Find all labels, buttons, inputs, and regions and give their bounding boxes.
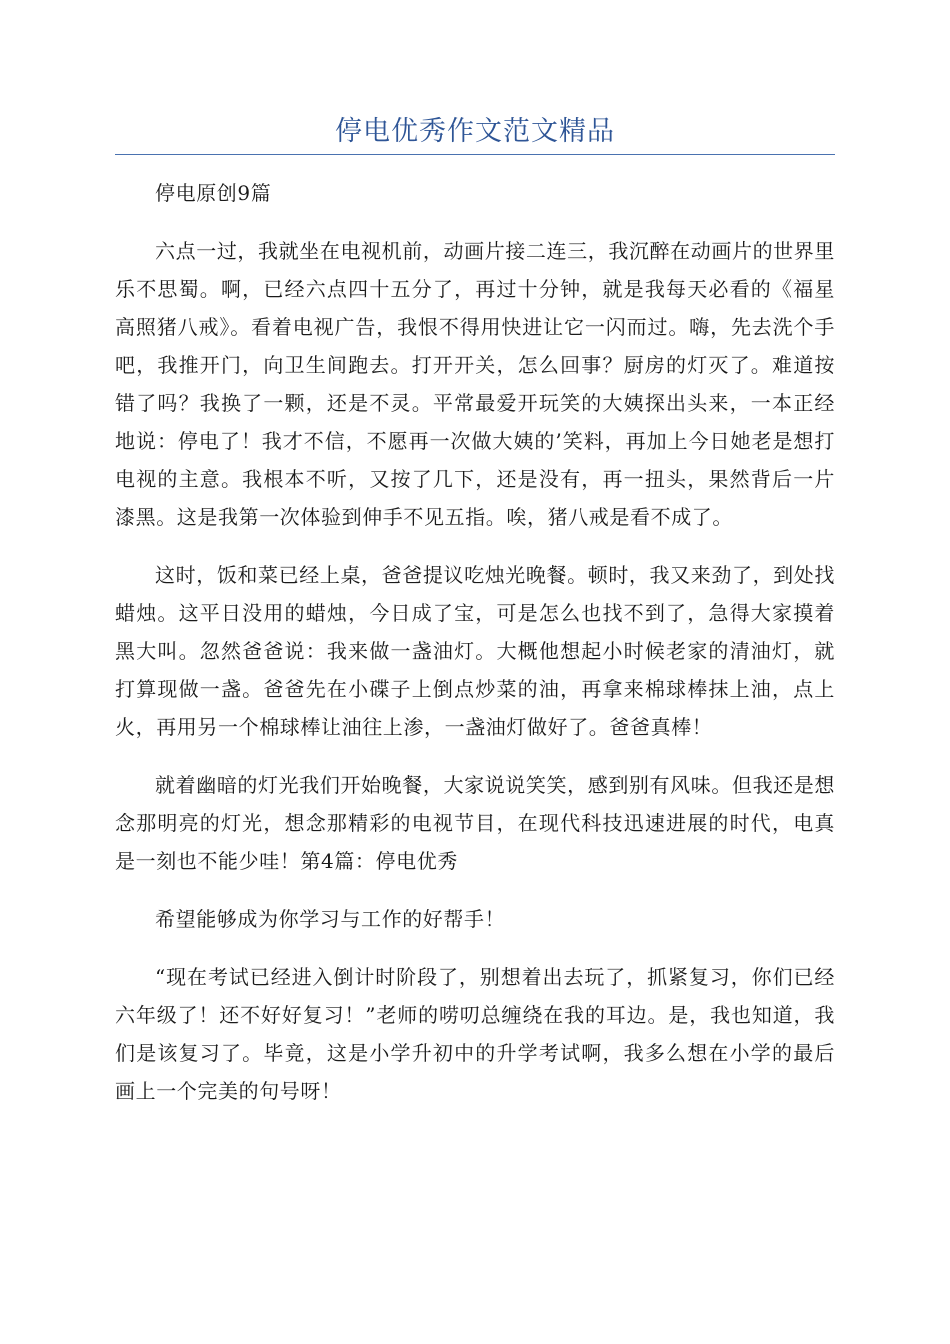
body-paragraph: 这时，饭和菜已经上桌，爸爸提议吃烛光晚餐。顿时，我又来劲了，到处找蜡烛。这平日没用的蜡烛，今日成了宝，可是怎么也找不到了，急得大家摸着黑大叫。忽然爸爸说：我来做一盏油灯。大概他想起小时候老家的清油灯，就打算现做一盏。爸爸先在小碟子上倒点炒菜的油，再拿来棉球棒抹上油，点上火，再用另一个棉球棒让油往上渗，一盏油灯做好了。爸爸真棒！ <box>115 563 835 739</box>
document-body <box>115 174 835 1110</box>
body-paragraph: “现在考试已经进入倒计时阶段了，别想着出去玩了，抓紧复习，你们已经六年级了！还不好好复习！”老师的唠叨总缠绕在我的耳边。是，我也知道，我们是该复习了。毕竟，这是小学升初中的升学考试啊，我多么想在小学的最后画上一个完美的句号呀！ <box>115 965 835 1103</box>
title-underline <box>115 154 835 155</box>
body-paragraph: 就着幽暗的灯光我们开始晚餐，大家说说笑笑，感到别有风味。但我还是想念那明亮的灯光，想念那精彩的电视节目，在现代科技迅速进展的时代，电真是一刻也不能少哇！第4篇：停电优秀 <box>115 773 835 873</box>
subtitle-paragraph: 停电原创9篇 <box>155 181 272 205</box>
document-title: 停电优秀作文范文精品 <box>335 116 615 147</box>
body-paragraph: 希望能够成为你学习与工作的好帮手！ <box>155 907 506 931</box>
body-paragraph: 六点一过，我就坐在电视机前，动画片接二连三，我沉醉在动画片的世界里乐不思蜀。啊，已经六点四十五分了，再过十分钟，就是我每天必看的《福星高照猪八戒》。看着电视广告，我恨不得用快进让它一闪而过。嗨，先去洗个手吧，我推开门，向卫生间跑去。打开开关，怎么回事？厨房的灯灭了。难道按错了吗？我换了一颗，还是不灵。平常最爱开玩笑的大姨探出头来，一本正经地说：停电了！我才不信，不愿再一次做大姨的’笑料，再加上今日她老是想打电视的主意。我根本不听，又按了几下，还是没有，再一扭头，果然背后一片漆黑。这是我第一次体验到伸手不见五指。唉，猪八戒是看不成了。 <box>115 239 835 529</box>
